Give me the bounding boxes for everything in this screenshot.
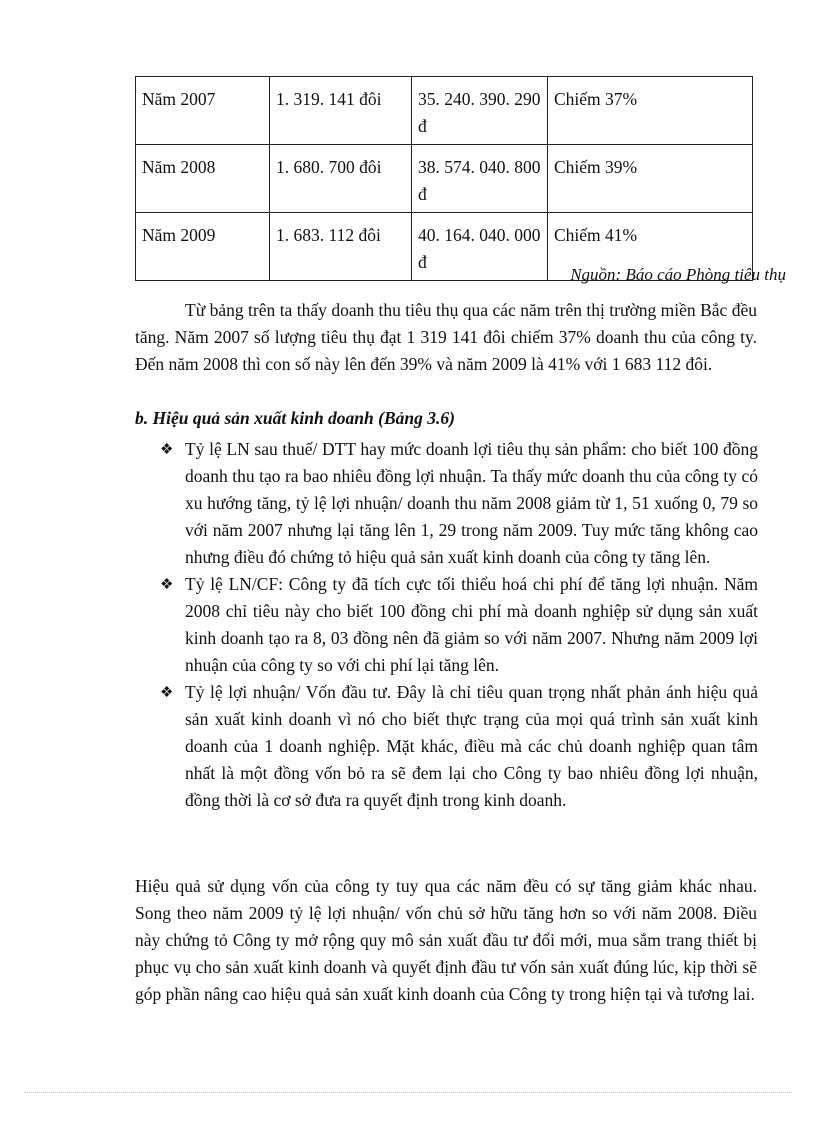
share-cell: Chiếm 41% bbox=[548, 213, 753, 281]
diamond-bullet-icon: ❖ bbox=[160, 577, 174, 593]
quantity-cell: 1. 680. 700 đôi bbox=[270, 145, 412, 213]
table-source-note: Nguồn: Báo cáo Phòng tiêu thụ bbox=[570, 265, 786, 284]
list-item bbox=[160, 571, 758, 679]
list-item bbox=[160, 679, 758, 814]
table-row bbox=[136, 145, 753, 213]
share-cell: Chiếm 37% bbox=[548, 77, 753, 145]
year-cell: Năm 2009 bbox=[136, 213, 270, 281]
list-item bbox=[160, 436, 758, 571]
revenue-cell: 38. 574. 040. 800 đ bbox=[412, 145, 548, 213]
diamond-bullet-icon: ❖ bbox=[160, 685, 174, 701]
paragraph-capital-efficiency: Hiệu quả sử dụng vốn của công ty tuy qua các năm đều có sự tăng giảm khác nhau. Song theo năm 2009 tỷ lệ lợi nhuận/ vốn chủ sở hữu tăng hơn so với năm 2008. Điều này chứng tỏ Công ty mở rộng quy mô sản xuất đầu tư đổi mới, mua sắm trang thiết bị phục vụ cho sản xuất kinh doanh và quyết định đầu tư vốn sản xuất đúng lúc, kịp thời sẽ góp phần nâng cao hiệu quả sản xuất kinh doanh của Công ty trong hiện tại và tương lai. bbox=[135, 876, 757, 1004]
paragraph-revenue-summary: Từ bảng trên ta thấy doanh thu tiêu thụ qua các năm trên thị trường miền Bắc đều tăng. Năm 2007 số lượng tiêu thụ đạt 1 319 141 đôi chiếm 37% doanh thu của công ty. Đến năm 2008 thì con số này lên đến 39% và năm 2009 là 41% với 1 683 112 đôi. bbox=[135, 300, 757, 374]
year-cell: Năm 2008 bbox=[136, 145, 270, 213]
page-bottom-divider bbox=[24, 1092, 792, 1093]
diamond-bullet-icon: ❖ bbox=[160, 442, 174, 458]
sales-table bbox=[135, 76, 753, 281]
year-cell: Năm 2007 bbox=[136, 77, 270, 145]
section-heading: b. Hiệu quả sản xuất kinh doanh (Bảng 3.6) bbox=[135, 408, 455, 428]
list-item-text: Tỷ lệ LN sau thuế/ DTT hay mức doanh lợi tiêu thụ sản phẩm: cho biết 100 đồng doanh thu tạo ra bao nhiêu đồng lợi nhuận. Ta thấy mức doanh thu của công ty có xu hướng tăng, tỷ lệ lợi nhuận/ doanh thu năm 2008 giảm từ 1, 51 xuống 0, 79 so với năm 2007 nhưng lại tăng lên 1, 29 trong năm 2009. Tuy mức tăng không cao nhưng điều đó chứng tỏ hiệu quả sản xuất kinh doanh của công ty tăng lên. bbox=[185, 439, 758, 567]
quantity-cell: 1. 683. 112 đôi bbox=[270, 213, 412, 281]
revenue-cell: 40. 164. 040. 000 đ bbox=[412, 213, 548, 281]
revenue-cell: 35. 240. 390. 290 đ bbox=[412, 77, 548, 145]
quantity-cell: 1. 319. 141 đôi bbox=[270, 77, 412, 145]
list-item-text: Tỷ lệ LN/CF: Công ty đã tích cực tối thiểu hoá chi phí để tăng lợi nhuận. Năm 2008 chỉ tiêu này cho biết 100 đồng chi phí mà doanh nghiệp sử dụng sản xuất kinh doanh tạo ra 8, 03 đồng nên đã giảm so với năm 2007. Nhưng năm 2009 lợi nhuận của công ty so với chi phí lại tăng lên. bbox=[185, 574, 758, 675]
table-row bbox=[136, 77, 753, 145]
bullet-list bbox=[160, 436, 758, 814]
share-cell: Chiếm 39% bbox=[548, 145, 753, 213]
list-item-text: Tỷ lệ lợi nhuận/ Vốn đầu tư. Đây là chỉ tiêu quan trọng nhất phản ánh hiệu quả sản xuất kinh doanh vì nó cho biết thực trạng của mọi quá trình sản xuất kinh doanh của 1 doanh nghiệp. Mặt khác, điều mà các chủ doanh nghiệp quan tâm nhất là một đồng vốn bỏ ra sẽ đem lại cho Công ty bao nhiêu đồng lợi nhuận, đồng thời là cơ sở đưa ra quyết định trong kinh doanh. bbox=[185, 682, 758, 810]
